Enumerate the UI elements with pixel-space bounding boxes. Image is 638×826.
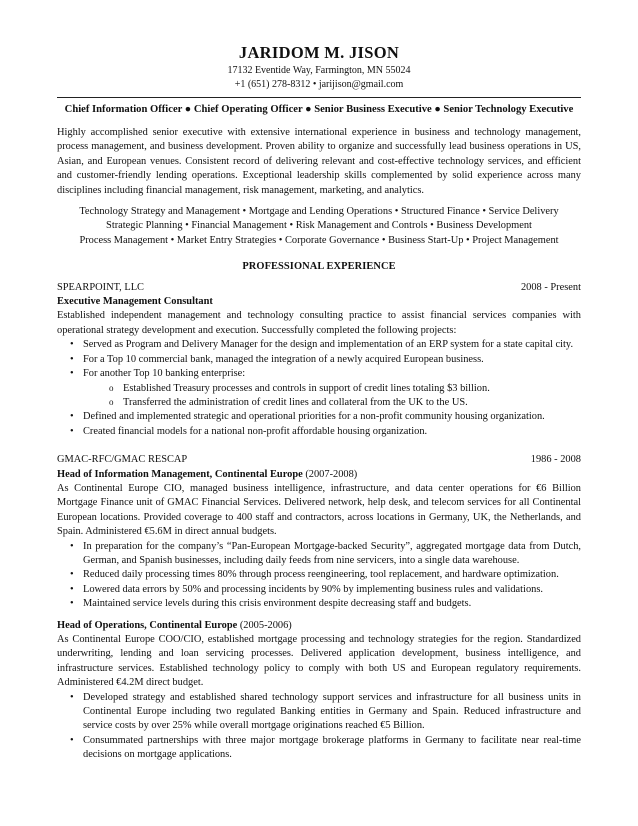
executive-summary: Highly accomplished senior executive with extensive international experience in business and technology management, process management, and business development. Proven ability to organize and successfully lead business operations in US, Asian, and European venues. Consistent record of delivering relevant and cost-effective technology services, and efficient and customer-friendly lending operations. Exceptional leadership skills complemented by solid experience across many disciplines including financial management, risk management, marketing, and analytics. (57, 127, 581, 196)
role-title: Head of Information Management, Continental Europe (57, 468, 303, 480)
job-description: Established independent management and technology consulting practice to assist financial services companies with operational strategy development and execution. Successfully completed the following projects: (57, 310, 581, 336)
list-item: • Defined and implemented strategic and operational priorities for a non-profit community housing organization. (83, 410, 581, 424)
list-item: • Served as Program and Delivery Manager for the design and implementation of an ERP system for a state capital city. (83, 338, 581, 352)
core-skills (57, 205, 581, 248)
spacer (57, 439, 581, 446)
list-item: • Consummated partnerships with three major mortgage brokerage platforms in Germany to facilitate near real-time decisions on mortgage applications. (83, 734, 581, 763)
list-item: • Developed strategy and established shared technology support services and infrastructure for all business units in Continental Europe including two regulated Banking entities in Germany and Spain. Reduced infrastructure and service costs by over 25% while overall mortgage originations reached €5 Billion. (83, 691, 581, 734)
list-item: • Lowered data errors by 50% and processing incidents by 90% by implementing business rules and validations. (83, 583, 581, 597)
job-period: 2008 - Present (520, 281, 581, 293)
list-item: • For a Top 10 commercial bank, managed the integration of a newly acquired European business. (83, 353, 581, 367)
list-item: • In preparation for the company’s “Pan-European Mortgage-backed Security”, aggregated mortgage data from Dutch, German, and Spanish businesses, including daily feeds from nine servicers, into a single data warehouse. (83, 540, 581, 569)
skills-line: Process Management • Market Entry Strategies • Corporate Governance • Business Start-Up • Project Management (79, 234, 559, 246)
list-item: • Created financial models for a national non-profit affordable housing organization. (83, 425, 581, 439)
target-titles: Chief Information Officer ● Chief Operating Officer ● Senior Business Executive ● Senior Technology Executive (64, 104, 574, 115)
sub-list (83, 382, 581, 411)
job-description: As Continental Europe COO/CIO, established mortgage processing and technology strategies for the region. Standardized underwriting, lending and loan servicing processes. Delivered application development, business intelligence, and infrastructure services. Established technology policy to comply with both US and European regulatory requirements. Administered €4.2M direct budget. (57, 634, 581, 689)
job-header (57, 281, 581, 295)
list-item: • Maintained service levels during this crisis environment despite decreasing staff and budgets. (83, 597, 581, 611)
list-item (83, 367, 581, 410)
job-header (57, 453, 581, 467)
achievement-list (57, 338, 581, 439)
role-title: Head of Operations, Continental Europe (57, 619, 238, 631)
skills-line: Strategic Planning • Financial Management • Risk Management and Controls • Business Development (106, 220, 532, 232)
job-role: Executive Management Consultant (57, 296, 213, 308)
company-name: SPEARPOINT, LLC (57, 281, 144, 293)
job-period: 1986 - 2008 (530, 454, 581, 466)
achievement-list (57, 691, 581, 763)
skills-line: Technology Strategy and Management • Mortgage and Lending Operations • Structured Finance • Service Delivery (79, 206, 559, 218)
section-title-experience: PROFESSIONAL EXPERIENCE (242, 261, 396, 273)
list-item: • Reduced daily processing times 80% through process reengineering, tool replacement, and hardware optimization. (83, 568, 581, 582)
role-dates: (2007-2008) (305, 468, 358, 480)
header-divider (57, 97, 581, 98)
company-name: GMAC-RFC/GMAC RESCAP (57, 454, 188, 466)
sub-list-item: o Transferred the administration of credit lines and collateral from the UK to the US. (123, 396, 581, 410)
candidate-name: JARIDOM M. JISON (238, 43, 400, 62)
job-role (57, 468, 581, 482)
address: 17132 Eventide Way, Farmington, MN 55024 (227, 65, 411, 76)
list-item-text: For another Top 10 banking enterprise: (83, 368, 246, 380)
achievement-list (57, 540, 581, 612)
job-description: As Continental Europe CIO, managed business intelligence, infrastructure, and data center operations for €6 Billion Mortgage Finance unit of GMAC Financial Services. Delivered network, help desk, and telecom services for all Continental European locations. Provided coverage to 400 staff and contractors, across locations in Germany, UK, the Netherlands, and Spain. Administered €5.6M in direct annual budgets. (57, 482, 581, 538)
job-role (57, 619, 581, 633)
spacer (57, 612, 581, 619)
role-dates: (2005-2006) (239, 619, 292, 631)
sub-list-item: o Established Treasury processes and controls in support of credit lines totaling $3 billion. (123, 382, 581, 396)
phone-email: +1 (651) 278-8312 • jarijison@gmail.com (234, 78, 404, 90)
